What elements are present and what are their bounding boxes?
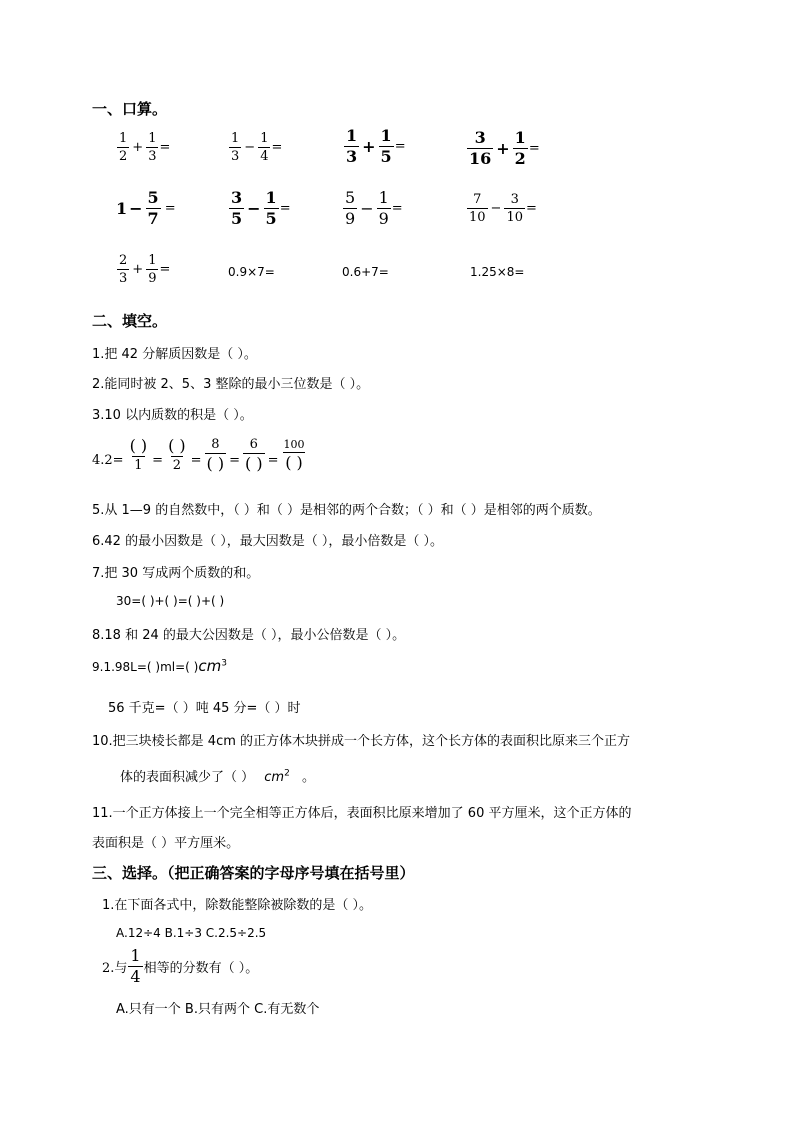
calc-expr: $\frac{1}{2}$ + $\frac{1}{3}$ = — [119, 131, 171, 164]
question-10-second-line: 体的表面积减少了（ ） $cm^2$ 。 — [120, 768, 315, 785]
fraction: $\frac{7}{10}$ — [469, 192, 486, 225]
section2-title: 二、填空。 — [92, 312, 168, 330]
question-2: 2.能同时被 2、5、3 整除的最小三位数是（ ）。 — [92, 377, 370, 392]
question-10: 10.把三块棱长都是 4cm 的正方体木块拼成一个长方体，这个长方体的表面积比原来三个正方 — [92, 734, 631, 749]
fraction: $\frac{( )}{1}$ — [129, 436, 148, 473]
calc-expr: $\frac{1}{3}$ − $\frac{1}{4}$ = — [231, 131, 283, 164]
fraction: $\frac{1}{9}$ — [148, 253, 157, 286]
fraction: $\frac{8}{( )}$ — [206, 437, 225, 473]
fraction: $\frac{100}{( )}$ — [283, 438, 305, 472]
fraction: $\frac{1}{5}$ — [380, 126, 392, 166]
fraction: $\frac{1}{2}$ — [119, 131, 128, 164]
unit-cm: cm — [264, 770, 285, 785]
choice-question-2: 2.与 $\frac{1}{4}$ 相等的分数有（ ）。 — [102, 946, 259, 986]
fraction: $\frac{2}{3}$ — [119, 253, 128, 286]
fraction: $\frac{1}{3}$ — [148, 131, 157, 164]
question-9: 9.1.98L=( )ml=( )$cm^3$ — [92, 657, 227, 675]
question-11: 11.一个正方体接上一个完全相等正方体后，表面积比原来增加了 60 平方厘米，这个正方体的 — [92, 806, 632, 821]
fraction: $\frac{6}{( )}$ — [245, 437, 263, 473]
calc-expr: 0.9×7= — [228, 265, 275, 279]
fraction: $\frac{1}{3}$ — [231, 131, 240, 164]
fraction: $\frac{3}{10}$ — [506, 192, 523, 225]
calc-expr: 0.6+7= — [342, 265, 389, 279]
fraction: $\frac{5}{9}$ — [345, 188, 356, 228]
calc-expr: $\frac{7}{10}$ − $\frac{3}{10}$ = — [469, 192, 537, 225]
question-11-second-line: 表面积是（ ）平方厘米。 — [92, 836, 240, 851]
fraction: $\frac{5}{7}$ — [147, 188, 159, 228]
fraction: $\frac{3}{5}$ — [231, 188, 243, 228]
choice-question-1: 1.在下面各式中，除数能整除被除数的是（ ）。 — [102, 898, 373, 913]
calc-expr: $\frac{1}{3}$ + $\frac{1}{5}$ = — [346, 126, 406, 166]
unit-cm: cm — [198, 657, 222, 675]
calc-expr: $\frac{2}{3}$ + $\frac{1}{9}$ = — [119, 253, 171, 286]
question-5: 5.从 1—9 的自然数中，（ ）和（ ）是相邻的两个合数；（ ）和（ ）是相邻的两个质数。 — [92, 503, 601, 518]
calc-expr: $\frac{3}{5}$ − $\frac{1}{5}$ = — [231, 188, 291, 228]
calc-expr: 1.25×8= — [470, 265, 525, 279]
fraction: $\frac{1}{2}$ — [514, 128, 526, 168]
choice-options-2: A.只有一个 B.只有两个 C.有无数个 — [116, 1002, 320, 1017]
fraction: $\frac{1}{4}$ — [130, 946, 141, 986]
question-7-answer-line: 30=( )+( )=( )+( ) — [116, 594, 225, 608]
fraction: $\frac{1}{3}$ — [346, 126, 358, 166]
question-3: 3.10 以内质数的积是（ ）。 — [92, 408, 253, 423]
calc-expr: 1 − $\frac{5}{7}$ = — [116, 188, 176, 228]
question-8: 8.18 和 24 的最大公因数是（ ），最小公倍数是（ ）。 — [92, 628, 406, 643]
choice-options-1: A.12÷4 B.1÷3 C.2.5÷2.5 — [116, 926, 267, 940]
question-6: 6.42 的最小因数是（ ），最大因数是（ ），最小倍数是（ ）。 — [92, 534, 443, 549]
fraction: $\frac{1}{9}$ — [378, 188, 389, 228]
fraction: $\frac{( )}{2}$ — [168, 436, 186, 473]
fraction: $\frac{1}{5}$ — [265, 188, 277, 228]
calc-expr: $\frac{5}{9}$ − $\frac{1}{9}$ = — [345, 188, 403, 228]
fraction: $\frac{3}{16}$ — [469, 128, 492, 168]
fraction: $\frac{1}{4}$ — [260, 131, 269, 164]
section1-title: 一、口算。 — [92, 100, 168, 118]
calc-expr: $\frac{3}{16}$ + $\frac{1}{2}$ = — [469, 128, 540, 168]
question-1: 1.把 42 分解质因数是（ ）。 — [92, 347, 257, 362]
section3-title: 三、选择。（把正确答案的字母序号填在括号里） — [92, 864, 415, 882]
question-7: 7.把 30 写成两个质数的和。 — [92, 566, 260, 581]
question-9-second-line: 56 千克=（ ）吨 45 分=（ ）时 — [108, 701, 301, 716]
question-4: 4.2= $\frac{( )}{1}$ = $\frac{( )}{2}$ = $\frac{8}{( )}$ = $\frac{6}{( )}$ = $\frac{100}{( )}$ — [92, 436, 305, 473]
